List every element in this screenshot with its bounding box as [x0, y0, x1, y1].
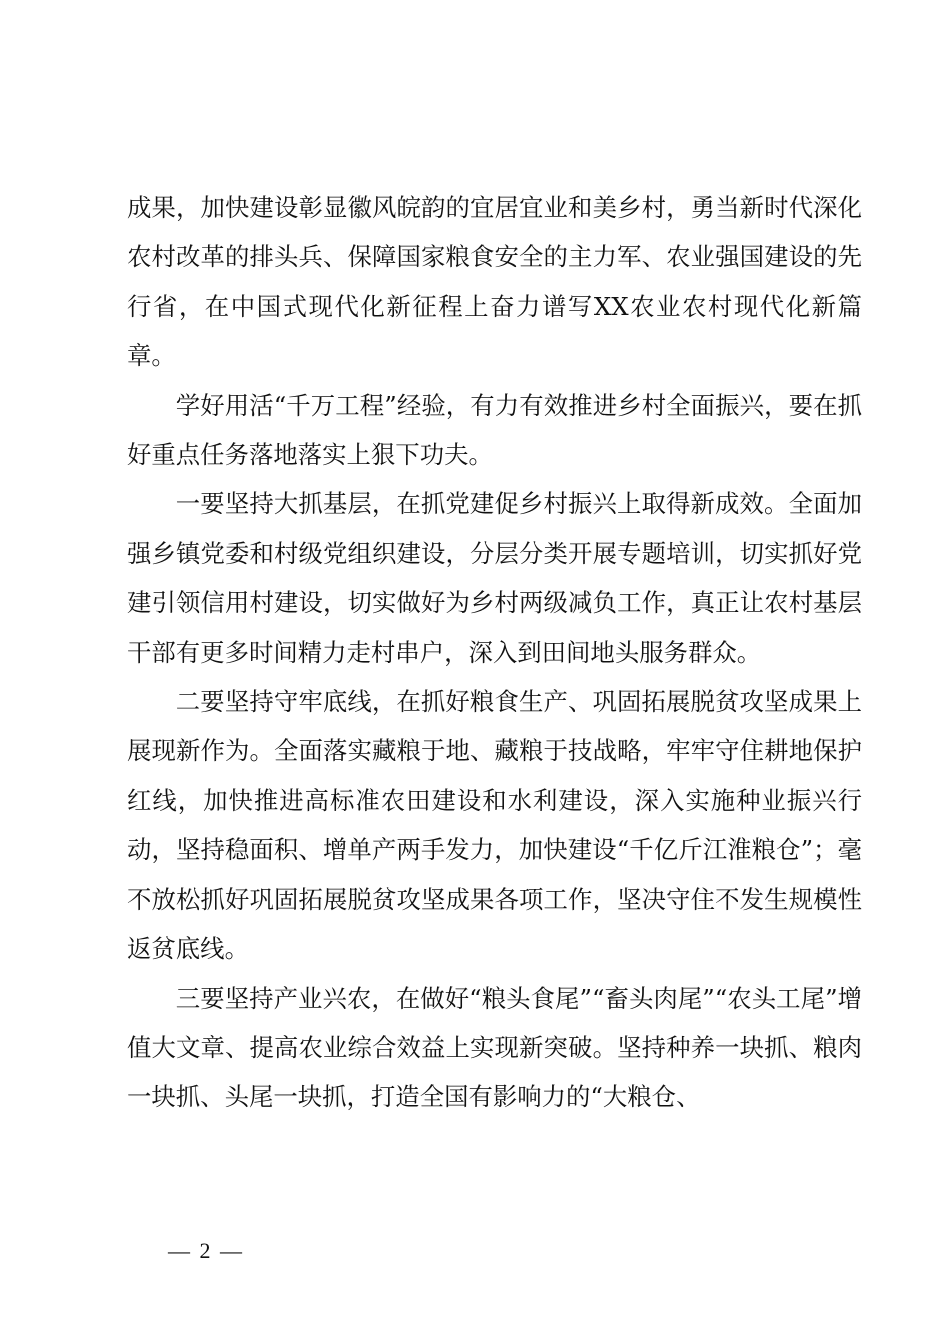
paragraph-point-one: 一要坚持大抓基层，在抓党建促乡村振兴上取得新成效。全面加强乡镇党委和村级党组织建设，分层分类开展专题培训，切实抓好党建引领信用村建设，切实做好为乡村两级减负工作，真正让农村基层干部有更多时间精力走村串户，深入到田间地头服务群众。 [127, 489, 862, 667]
paragraph-continuation: 成果，加快建设彰显徽风皖韵的宜居宜业和美乡村，勇当新时代深化农村改革的排头兵、保障国家粮食安全的主力军、农业强国建设的先行省，在中国式现代化新征程上奋力谱写XX农业农村现代化新篇章。 [127, 193, 862, 371]
paragraph-point-two: 二要坚持守牢底线，在抓好粮食生产、巩固拓展脱贫攻坚成果上展现新作为。全面落实藏粮于地、藏粮于技战略，牢牢守住耕地保护红线，加快推进高标准农田建设和水利建设，深入实施种业振兴行动，坚持稳面积、增单产两手发力，加快建设“千亿斤江淮粮仓”；毫不放松抓好巩固拓展脱贫攻坚成果各项工作，坚决守住不发生规模性返贫底线。 [127, 687, 862, 964]
document-body [127, 183, 862, 1122]
page-number: — 2 — [168, 1238, 244, 1263]
paragraph-intro: 学好用活“千万工程”经验，有力有效推进乡村全面振兴，要在抓好重点任务落地落实上狠下功夫。 [127, 390, 862, 470]
paragraph-point-three: 三要坚持产业兴农，在做好“粮头食尾”“畜头肉尾”“农头工尾”增值大文章、提高农业综合效益上实现新突破。坚持种养一块抓、粮肉一块抓、头尾一块抓，打造全国有影响力的“大粮仓、 [127, 983, 862, 1112]
